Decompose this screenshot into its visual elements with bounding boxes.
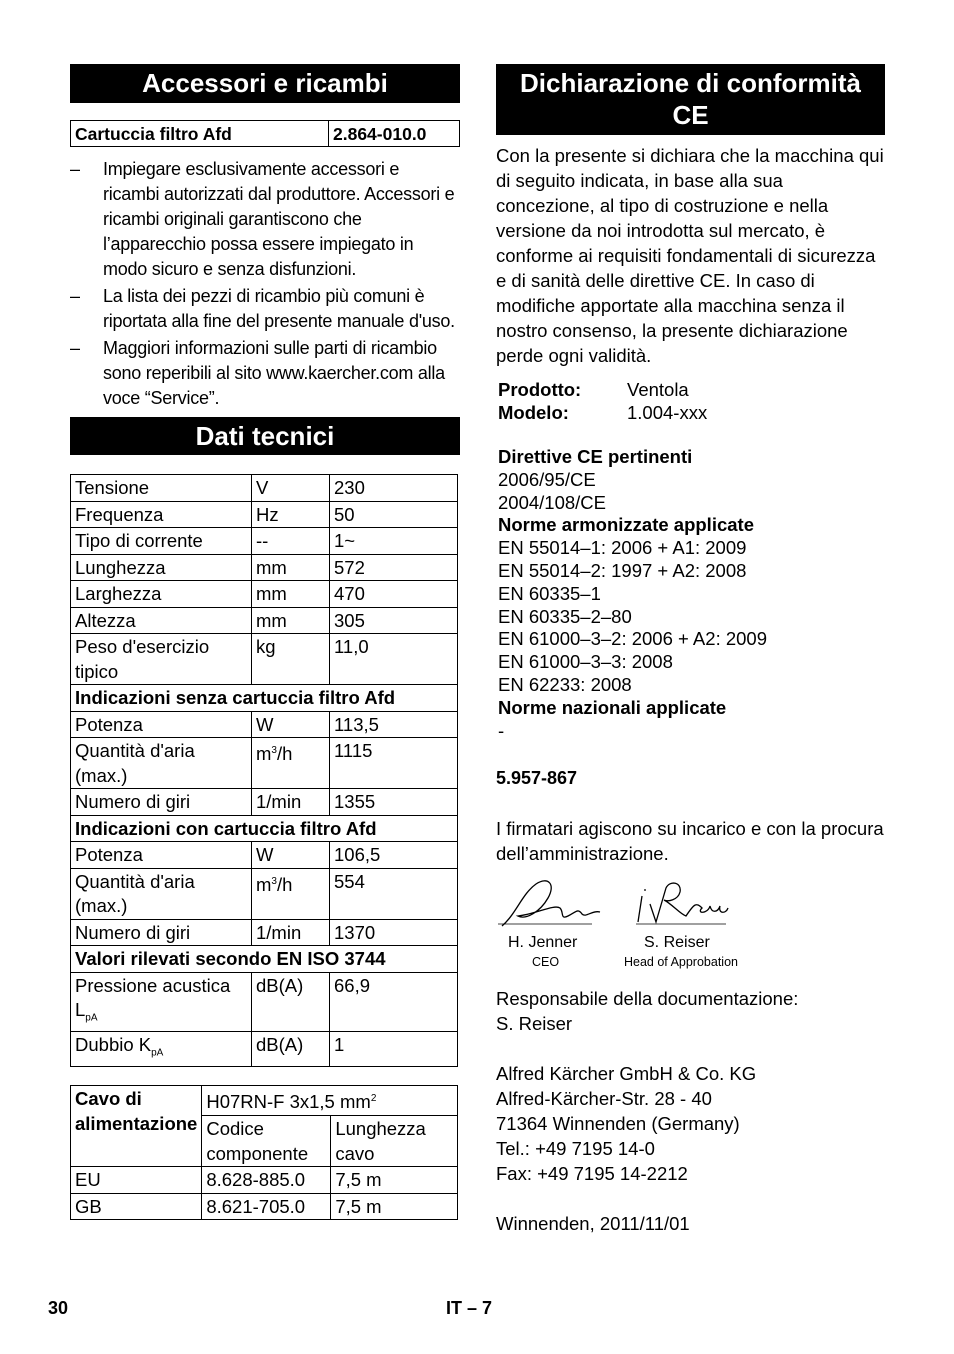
norms-title: Norme armonizzate applicate: [498, 514, 754, 536]
cell: Larghezza: [71, 581, 252, 608]
table-row: [71, 711, 458, 738]
table-row: [71, 1086, 458, 1116]
list-item: – La lista dei pezzi di ricambio più comuni è riportata alla fine del presente manuale d'uso.: [70, 284, 460, 334]
list-item: EN 60335–2–80: [498, 605, 632, 627]
cell: Altezza: [71, 607, 252, 634]
cell: 1/min: [252, 919, 330, 946]
cell: 1: [330, 1032, 458, 1067]
unit: /h: [276, 873, 293, 895]
section-header: Indicazioni senza cartuccia filtro Afd: [71, 685, 458, 712]
tech-heading: Dati tecnici: [70, 417, 460, 455]
cell: 1~: [330, 528, 458, 555]
doc-responsible-label: Responsabile della documentazione:: [496, 988, 799, 1010]
cell: 11,0: [330, 634, 458, 685]
cell: Numero di giri: [71, 789, 252, 816]
accessory-code: 2.864-010.0: [329, 121, 460, 147]
table-row: [71, 121, 460, 147]
cable-type: [202, 1086, 458, 1116]
company-address: [496, 1061, 885, 1186]
cell: 7,5 m: [331, 1167, 458, 1194]
cell: 1115: [330, 738, 458, 789]
table-row: [71, 554, 458, 581]
tech-table: [70, 474, 458, 1067]
address-line: 71364 Winnenden (Germany): [496, 1113, 740, 1135]
cell: Tipo di corrente: [71, 528, 252, 555]
unit: m: [256, 743, 272, 765]
product-line: [496, 378, 885, 401]
unit-sup: 3: [271, 875, 277, 887]
label-sub: pA: [151, 1047, 164, 1059]
cell: [71, 972, 252, 1032]
table-row: [71, 842, 458, 869]
list-item: EN 62233: 2008: [498, 673, 632, 695]
doc-responsible-name: S. Reiser: [496, 1013, 573, 1035]
table-row: [71, 789, 458, 816]
cell: 8.628-885.0: [202, 1167, 331, 1194]
cell: kg: [252, 634, 330, 685]
signer1-role: CEO: [532, 955, 560, 970]
cell: Numero di giri: [71, 919, 252, 946]
model-label: Modelo:: [498, 402, 569, 423]
accessory-table: [70, 120, 460, 147]
page-number-left: 30: [48, 1298, 69, 1318]
unit: m: [256, 873, 272, 895]
section-header: Valori rilevati secondo EN ISO 3744: [71, 946, 458, 973]
cell: 1355: [330, 789, 458, 816]
cell: V: [252, 475, 330, 502]
cell: 50: [330, 501, 458, 528]
cell: Frequenza: [71, 501, 252, 528]
cell: Quantità d'aria (max.): [71, 738, 252, 789]
unit: /h: [276, 743, 293, 765]
cell: [252, 738, 330, 789]
cell: Peso d'esercizio tipico: [71, 634, 252, 685]
model-line: [496, 401, 885, 424]
table-row: [71, 738, 458, 789]
table-row: [71, 501, 458, 528]
cable-type-text: H07RN-F 3x1,5 mm: [206, 1091, 371, 1113]
model-value: 1.004-xxx: [627, 402, 708, 423]
table-row: [71, 815, 458, 842]
list-item: EN 61000–3–2: 2006 + A2: 2009: [498, 628, 767, 650]
directives-title: Direttive CE pertinenti: [498, 446, 693, 467]
cell: mm: [252, 607, 330, 634]
accessories-heading: Accessori e ricambi: [70, 64, 460, 103]
column-header: Lunghezza cavo: [331, 1116, 458, 1167]
accessories-list: [70, 157, 460, 411]
cell: 305: [330, 607, 458, 634]
cell: mm: [252, 554, 330, 581]
cell: W: [252, 711, 330, 738]
list-item: 2006/95/CE: [498, 468, 596, 490]
label-sub: pA: [85, 1012, 98, 1024]
cell: mm: [252, 581, 330, 608]
cell: W: [252, 842, 330, 869]
list-item: EN 55014–2: 1997 + A2: 2008: [498, 559, 747, 581]
page-number-right: IT – 7: [446, 1298, 493, 1318]
national-title: Norme nazionali applicate: [498, 696, 727, 718]
list-item: – Maggiori informazioni sulle parti di ricambio sono reperibili al sito www.kaercher.com alla voce “Service”.: [70, 336, 460, 411]
table-row: [71, 946, 458, 973]
cell: Quantità d'aria (max.): [71, 868, 252, 919]
cell: 8.621-705.0: [202, 1193, 331, 1220]
list-item: – Impiegare esclusivamente accessori e ricambi autorizzati dal produttore. Accessori e ricambi originali garantiscono che l’apparecchio possa essere impiegato in modo sicuro e senza disfunzioni.: [70, 157, 460, 282]
cell: 7,5 m: [331, 1193, 458, 1220]
cell: dB(A): [252, 1032, 330, 1067]
cable-label: Cavo di alimentazione: [71, 1086, 202, 1167]
table-row: [71, 685, 458, 712]
list-item: EN 60335–1: [498, 582, 601, 604]
signers-text: I firmatari agiscono su incarico e con la procura dell’amministrazione.: [496, 818, 884, 865]
accessory-name: Cartuccia filtro Afd: [71, 121, 329, 147]
address-line: Fax: +49 7195 14-2212: [496, 1163, 688, 1185]
address-line: Alfred Kärcher GmbH & Co. KG: [496, 1063, 757, 1085]
table-row: [71, 919, 458, 946]
cell: Lunghezza: [71, 554, 252, 581]
cable-table: [70, 1085, 458, 1220]
list-item: EN 55014–1: 2006 + A1: 2009: [498, 537, 747, 559]
label: Dubbio K: [75, 1034, 152, 1056]
cell: [71, 1032, 252, 1067]
cell: EU: [71, 1167, 202, 1194]
unit-sup: 3: [271, 745, 277, 756]
declaration-heading: Dichiarazione di conformità CE: [496, 64, 885, 135]
signer1-name: H. Jenner: [508, 934, 578, 952]
list-item: 2004/108/CE: [498, 491, 607, 513]
cable-type-sup: 2: [370, 1093, 377, 1105]
table-row: [71, 581, 458, 608]
national-value: -: [498, 719, 505, 741]
cell: 230: [330, 475, 458, 502]
cell: dB(A): [252, 972, 330, 1032]
right-column: [496, 64, 885, 1236]
cell: GB: [71, 1193, 202, 1220]
product-value: Ventola: [627, 379, 689, 400]
cell: Tensione: [71, 475, 252, 502]
place-date: Winnenden, 2011/11/01: [496, 1213, 690, 1235]
table-row: [71, 1193, 458, 1220]
cell: 1370: [330, 919, 458, 946]
signer2-role: Head of Approbation: [624, 955, 738, 970]
cell: 554: [330, 868, 458, 919]
signatures: [496, 874, 885, 970]
section-header: Indicazioni con cartuccia filtro Afd: [71, 815, 458, 842]
signer2-name: S. Reiser: [644, 934, 710, 952]
list-item: EN 61000–3–3: 2008: [498, 651, 673, 673]
table-row: [71, 528, 458, 555]
cell: [252, 868, 330, 919]
cell: 106,5: [330, 842, 458, 869]
cell: Hz: [252, 501, 330, 528]
cell: 66,9: [330, 972, 458, 1032]
cell: Potenza: [71, 711, 252, 738]
signature-image: [496, 874, 756, 932]
table-row: [71, 1167, 458, 1194]
table-row: [71, 634, 458, 685]
table-row: [71, 475, 458, 502]
declaration-intro: Con la presente si dichiara che la macchina qui di seguito indicata, in base alla sua concezione, al tipo di costruzione e nella versione da noi introdotta sul mercato, è conforme ai requisiti fondamentali di sicurezza e di sanità delle direttive CE. In caso di modifiche apportate alla macchina senza il nostro consenso, la presente dichiarazione perde ogni validità.: [496, 145, 884, 366]
table-row: [71, 1032, 458, 1067]
directives-block: [496, 446, 885, 742]
table-row: [71, 868, 458, 919]
doc-number: 5.957-867: [496, 768, 578, 789]
cell: --: [252, 528, 330, 555]
column-header: Codice componente: [202, 1116, 331, 1167]
label: Pressione acustica L: [75, 974, 231, 1020]
cell: 572: [330, 554, 458, 581]
cell: Potenza: [71, 842, 252, 869]
cell: 1/min: [252, 789, 330, 816]
table-row: [71, 972, 458, 1032]
address-line: Alfred-Kärcher-Str. 28 - 40: [496, 1088, 712, 1110]
cell: 113,5: [330, 711, 458, 738]
product-label: Prodotto:: [498, 379, 582, 400]
left-column: [70, 64, 460, 1220]
cell: 470: [330, 581, 458, 608]
address-line: Tel.: +49 7195 14-0: [496, 1138, 655, 1160]
table-row: [71, 607, 458, 634]
